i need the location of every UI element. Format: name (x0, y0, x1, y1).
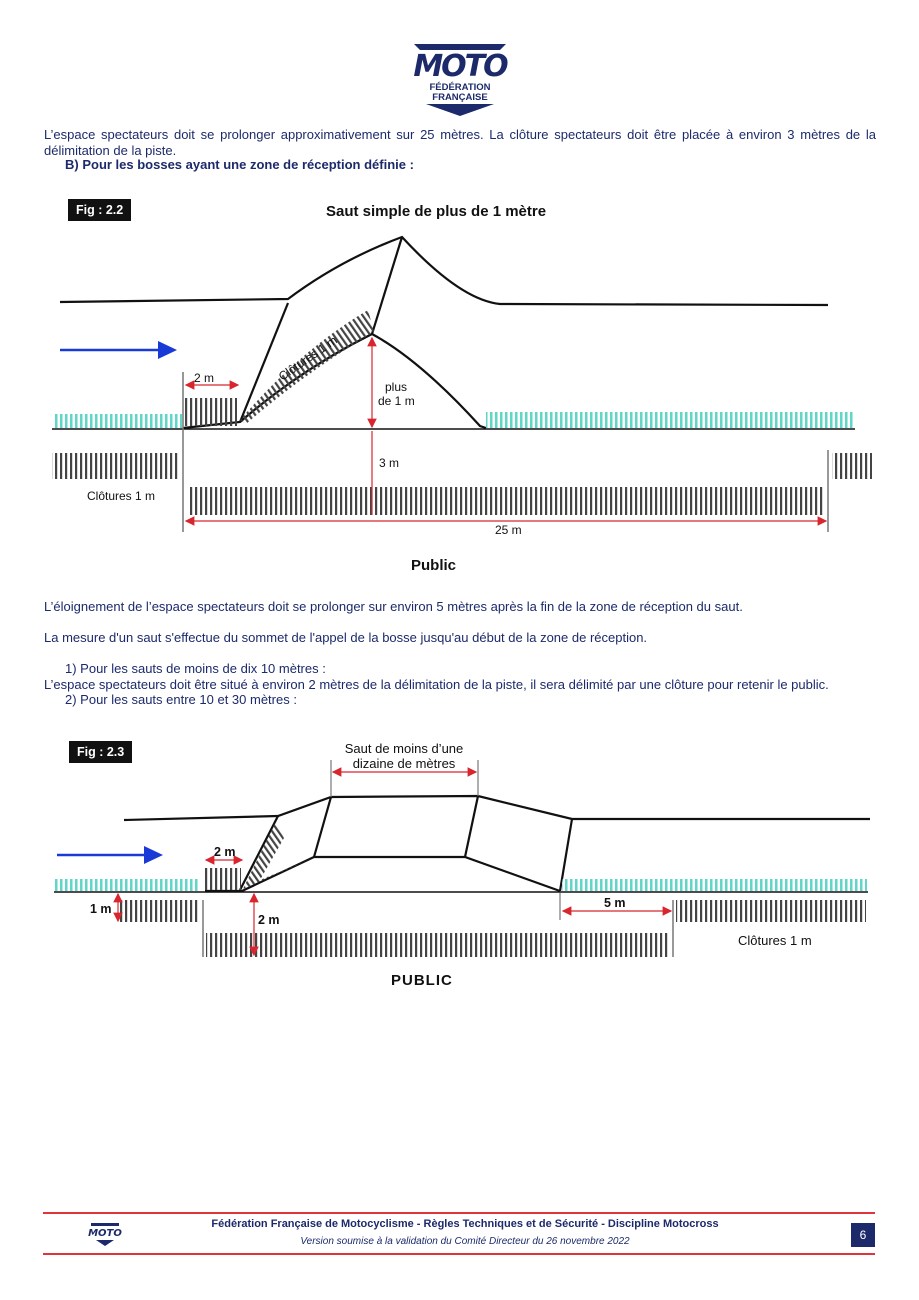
fig23-title-line2: dizaine de mètres (352, 756, 456, 771)
fig22-public: Public (411, 557, 457, 574)
footer-subtitle: Version soumise à la validation du Comité Directeur du 26 novembre 2022 (300, 1236, 630, 1247)
fig22-plus-line1: plus (385, 380, 408, 394)
logo-sub2: FRANÇAISE (432, 92, 488, 103)
fig23-public: PUBLIC (391, 972, 453, 989)
body-item2: 2) Pour les sauts entre 10 et 30 mètres : (65, 692, 297, 707)
body-item1: 1) Pour les sauts de moins de dix 10 mètres : (65, 661, 326, 676)
fig22-title: Saut simple de plus de 1 mètre (326, 203, 547, 220)
fig23-clotures: Clôtures 1 m (738, 933, 812, 948)
footer-bottom-rule (43, 1253, 875, 1255)
fig23-dim-2m-bottom: 2 m (258, 913, 280, 927)
page-number: 6 (851, 1223, 875, 1247)
fig22-dim-25m: 25 m (495, 523, 522, 537)
fig22-dim-2m: 2 m (194, 371, 215, 385)
footer-title: Fédération Française de Motocyclisme - Règles Techniques et de Sécurité - Discipline Motocross (211, 1218, 719, 1230)
fig23-dim-1m: 1 m (90, 902, 112, 916)
logo-sub1: FÉDÉRATION (429, 82, 491, 93)
fig23-title-line1: Saut de moins d’une (344, 741, 464, 756)
fig23-dim-5m: 5 m (604, 896, 626, 910)
fig22-plus-line2: de 1 m (378, 394, 415, 408)
fig23-dim-2m-top: 2 m (214, 845, 236, 859)
footer-top-rule (43, 1212, 875, 1214)
footer-logo (88, 1222, 122, 1248)
section-b-heading: B) Pour les bosses ayant une zone de réception définie : (65, 157, 414, 172)
body-p2: La mesure d'un saut s'effectue du sommet de l'appel de la bosse jusqu'au début de la zone de réception. (44, 630, 648, 645)
fig22-dim-3m: 3 m (379, 456, 400, 470)
fig22-clotures-diag: Clôtures 1 m (276, 332, 340, 384)
svg-text:MOTO: MOTO (88, 1228, 122, 1239)
body-p3: L’espace spectateurs doit être situé à environ 2 mètres de la délimitation de la piste, il sera délimité par une clôture pour retenir le public. (44, 677, 829, 692)
intro-paragraph: L’espace spectateurs doit se prolonger approximativement sur 25 mètres. La clôture spectateurs doit être placée à environ 3 mètres de la délimitation de la piste. (44, 127, 876, 158)
logo-text: MOTO (413, 49, 507, 84)
fig22-clotures-left: Clôtures 1 m (87, 489, 156, 503)
body-p1: L’éloignement de l’espace spectateurs doit se prolonger sur environ 5 mètres après la fin de la zone de réception du saut. (44, 599, 743, 614)
fig23-label: Fig : 2.3 (69, 741, 132, 763)
fig22-label: Fig : 2.2 (68, 199, 131, 221)
